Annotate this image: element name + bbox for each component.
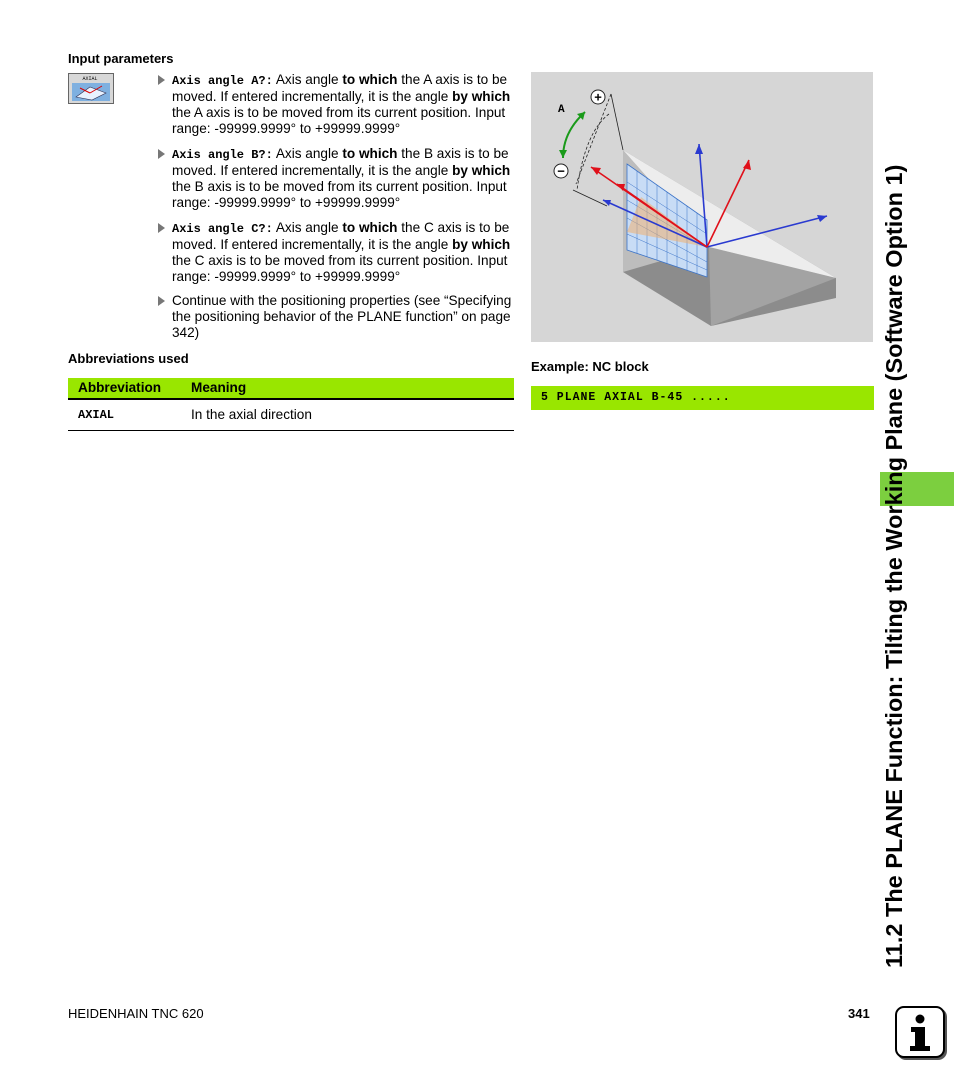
axis-diagram <box>531 72 873 342</box>
info-glyph <box>897 1008 943 1056</box>
column-header-meaning: Meaning <box>191 380 247 395</box>
param-code: Axis angle A?: <box>172 74 273 88</box>
param-axis-c: Axis angle C?: Axis angle to which the C axis is to be moved. If entered incrementally, it is the angle by which the C axis is to be moved from its current position. Input range: -99999.9999° to +99999.9999° <box>158 220 514 285</box>
bullet-triangle-icon <box>158 223 165 233</box>
param-code: Axis angle C?: <box>172 222 273 236</box>
param-axis-a: Axis angle A?: Axis angle to which the A axis is to be moved. If entered incrementally, it is the angle by which the A axis is to be moved from its current position. Input range: -99999.9999° to +99999.9999° <box>158 72 514 137</box>
axis-diagram-svg <box>531 72 873 342</box>
plus-sign: + <box>594 89 602 105</box>
table-row <box>68 400 514 431</box>
cell-meaning: In the axial direction <box>191 407 312 422</box>
dimension-line <box>573 190 607 206</box>
page-number: 341 <box>848 1006 870 1021</box>
bullet-triangle-icon <box>158 296 165 306</box>
bullet-triangle-icon <box>158 149 165 159</box>
cell-abbreviation: AXIAL <box>78 408 115 422</box>
input-parameters-heading: Input parameters <box>68 51 174 66</box>
info-icon <box>895 1006 945 1058</box>
example-heading: Example: NC block <box>531 359 649 374</box>
param-axis-b: Axis angle B?: Axis angle to which the B axis is to be moved. If entered incrementally, it is the angle by which the B axis is to be moved from its current position. Input range: -99999.9999° to +99999.9999° <box>158 146 514 211</box>
nc-block-bar <box>531 386 874 410</box>
param-code: Axis angle B?: <box>172 148 273 162</box>
nc-block-code: 5 PLANE AXIAL B-45 ..... <box>541 391 731 404</box>
bullet-triangle-icon <box>158 75 165 85</box>
chapter-side-title: 11.2 The PLANE Function: Tilting the Working Plane (Software Option 1) <box>881 164 907 968</box>
softkey-image <box>72 83 110 101</box>
softkey-axial-icon <box>68 73 114 104</box>
continue-note: Continue with the positioning properties (see “Specifying the positioning behavior of the PLANE function” on page 342) <box>158 293 514 341</box>
reference-lines <box>576 94 611 190</box>
column-header-abbreviation: Abbreviation <box>78 380 162 395</box>
edge-line <box>611 94 623 150</box>
table-header <box>68 378 514 400</box>
axis-a-label: A <box>558 104 565 116</box>
softkey-label: AXIAL <box>82 76 98 82</box>
rotation-arrow-head-bottom <box>559 150 567 158</box>
abbreviations-table <box>68 378 514 431</box>
footer-product: HEIDENHAIN TNC 620 <box>68 1006 204 1021</box>
minus-sign: − <box>557 163 565 179</box>
abbreviations-heading: Abbreviations used <box>68 351 189 366</box>
